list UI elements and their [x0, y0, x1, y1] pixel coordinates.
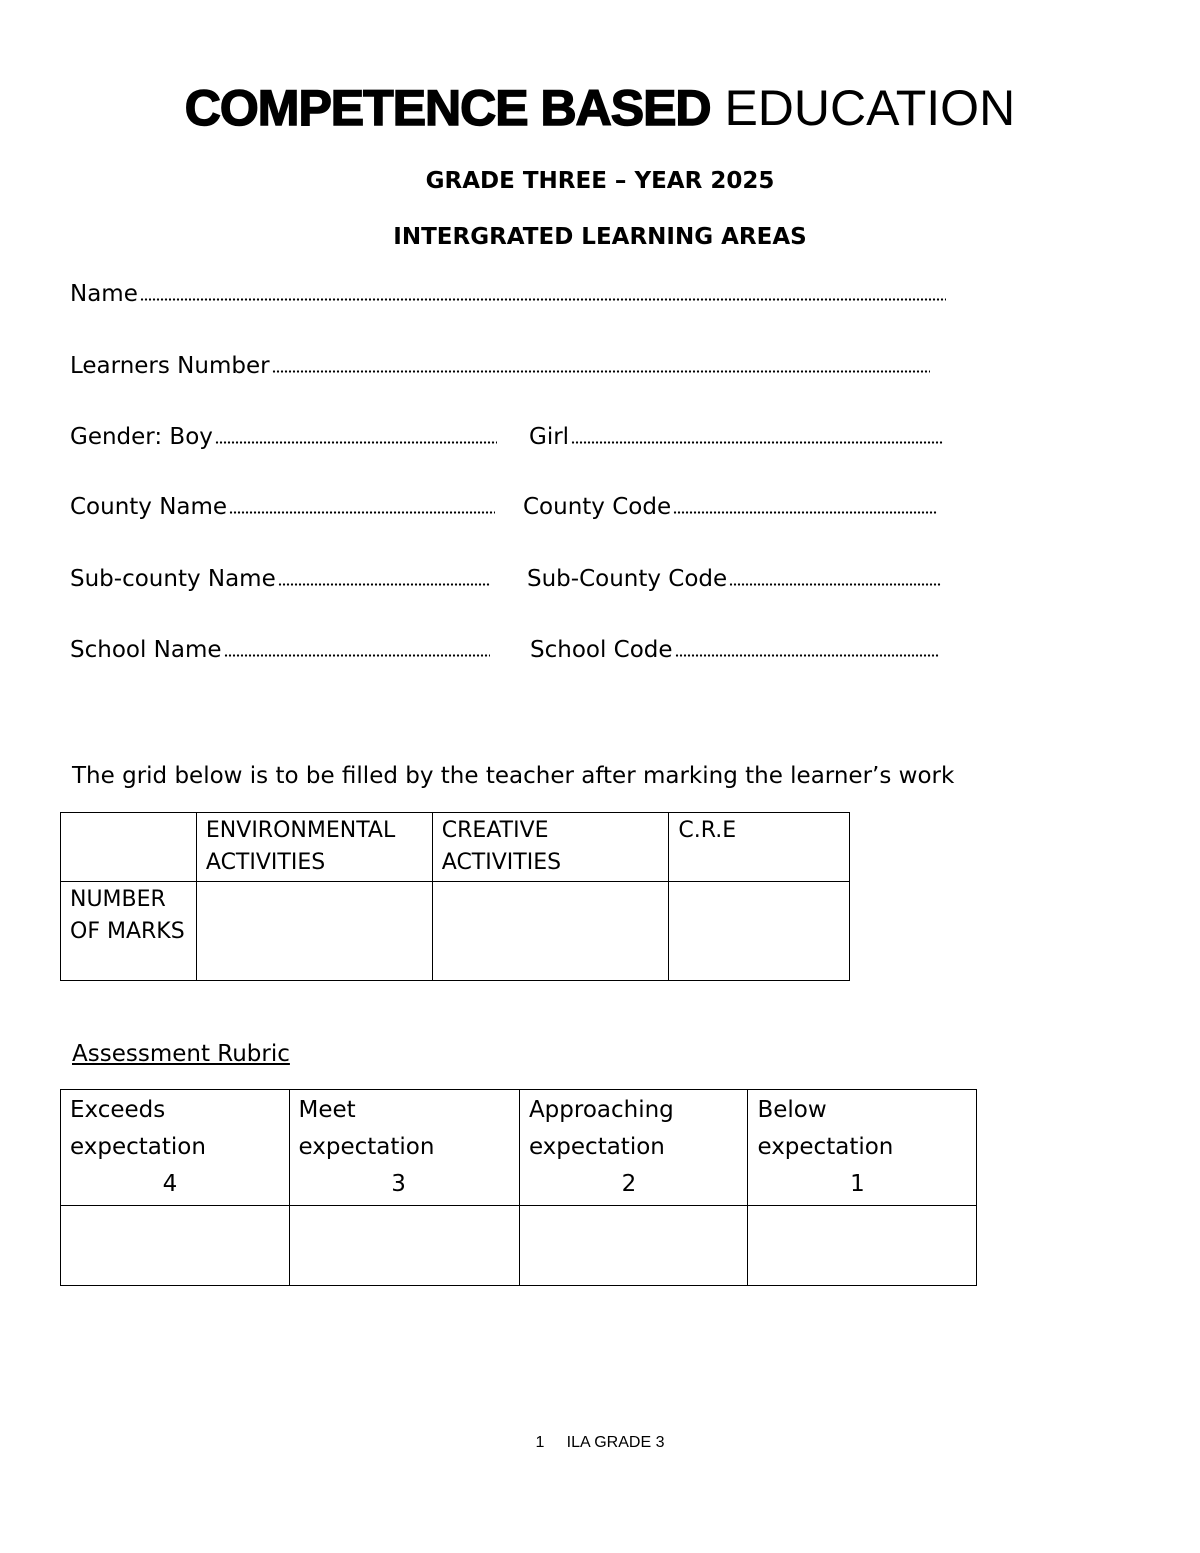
rubric-mark-cell-meet[interactable]	[289, 1206, 519, 1286]
school-code-field[interactable]	[530, 634, 939, 666]
name-field[interactable]	[70, 278, 946, 310]
county-row	[70, 491, 970, 523]
grade-line: GRADE THREE – YEAR 2025	[425, 168, 775, 194]
name-label: Name	[70, 281, 138, 307]
page-number: 1	[535, 1434, 545, 1451]
marks-header-environmental: ENVIRONMENTAL ACTIVITIES	[196, 813, 432, 882]
school-code-label: School Code	[530, 637, 673, 663]
footer-label: ILA GRADE 3	[566, 1434, 665, 1451]
rubric-level-label: expectation	[298, 1134, 435, 1160]
learners-number-row	[70, 350, 970, 382]
subcounty-name-label: Sub-county Name	[70, 566, 276, 592]
gender-row	[70, 421, 970, 453]
title-bold: COMPETENCE BASED	[184, 80, 711, 136]
subcounty-code-field[interactable]	[527, 563, 941, 595]
school-name-label: School Name	[70, 637, 222, 663]
gender-girl-dotted-line[interactable]	[571, 441, 943, 444]
rubric-mark-row	[61, 1206, 977, 1286]
rubric-level-meet	[289, 1090, 519, 1206]
rubric-level-score: 1	[850, 1171, 865, 1197]
document-title	[0, 78, 1200, 138]
county-code-dotted-line[interactable]	[673, 511, 937, 514]
rubric-mark-cell-approaching[interactable]	[519, 1206, 748, 1286]
school-name-field[interactable]	[70, 634, 490, 666]
marks-cell-cre[interactable]	[669, 882, 850, 981]
gender-girl-field[interactable]	[529, 421, 943, 453]
learners-number-field[interactable]	[70, 350, 930, 382]
marks-header-cre: C.R.E	[669, 813, 850, 882]
rubric-mark-cell-below[interactable]	[748, 1206, 977, 1286]
subject-line: INTERGRATED LEARNING AREAS	[393, 224, 807, 250]
rubric-table	[60, 1089, 977, 1286]
school-name-dotted-line[interactable]	[224, 654, 490, 657]
marks-cell-creative[interactable]	[432, 882, 669, 981]
county-name-label: County Name	[70, 494, 228, 520]
rubric-level-label: Meet	[298, 1097, 356, 1123]
marks-table-corner-cell	[61, 813, 197, 882]
school-code-dotted-line[interactable]	[675, 654, 939, 657]
rubric-header-row	[61, 1090, 977, 1206]
learners-number-dotted-line[interactable]	[272, 370, 930, 373]
name-dotted-line[interactable]	[140, 298, 946, 301]
gender-boy-field[interactable]	[70, 421, 497, 453]
rubric-mark-cell-exceeds[interactable]	[61, 1206, 290, 1286]
subcounty-name-field[interactable]	[70, 563, 490, 595]
county-code-field[interactable]	[523, 491, 937, 523]
name-row	[70, 278, 970, 310]
learners-number-label: Learners Number	[70, 353, 270, 379]
county-name-dotted-line[interactable]	[229, 511, 495, 514]
marks-table	[60, 812, 850, 981]
school-row	[70, 634, 970, 666]
rubric-level-label: expectation	[757, 1134, 894, 1160]
rubric-heading: Assessment Rubric	[72, 1041, 290, 1067]
rubric-level-label: Approaching	[528, 1097, 674, 1123]
grid-instruction: The grid below is to be filled by the teacher after marking the learner’s work	[72, 763, 955, 789]
rubric-level-label: Below	[757, 1097, 827, 1123]
gender-girl-label: Girl	[529, 424, 570, 450]
title-normal: EDUCATION	[724, 80, 1016, 136]
subcounty-code-label: Sub-County Code	[527, 566, 728, 592]
rubric-level-below	[748, 1090, 977, 1206]
subcounty-code-dotted-line[interactable]	[729, 583, 941, 586]
rubric-level-label: Exceeds	[70, 1097, 166, 1123]
marks-table-header-row	[61, 813, 850, 882]
county-name-field[interactable]	[70, 491, 495, 523]
marks-cell-environmental[interactable]	[196, 882, 432, 981]
marks-row-label: NUMBER OF MARKS	[61, 882, 197, 981]
marks-header-creative: CREATIVE ACTIVITIES	[432, 813, 669, 882]
gender-boy-label: Gender: Boy	[70, 424, 213, 450]
page-footer	[0, 1434, 1200, 1452]
county-code-label: County Code	[523, 494, 672, 520]
subcounty-row	[70, 563, 970, 595]
rubric-level-score: 2	[621, 1171, 637, 1197]
subcounty-name-dotted-line[interactable]	[278, 583, 490, 586]
rubric-level-score: 3	[391, 1171, 406, 1197]
rubric-level-exceeds	[61, 1090, 290, 1206]
rubric-level-label: expectation	[70, 1134, 206, 1160]
rubric-level-score: 4	[162, 1171, 178, 1197]
rubric-level-approaching	[519, 1090, 748, 1206]
gender-boy-dotted-line[interactable]	[215, 441, 497, 444]
marks-table-row	[61, 882, 850, 981]
rubric-level-label: expectation	[528, 1134, 665, 1160]
